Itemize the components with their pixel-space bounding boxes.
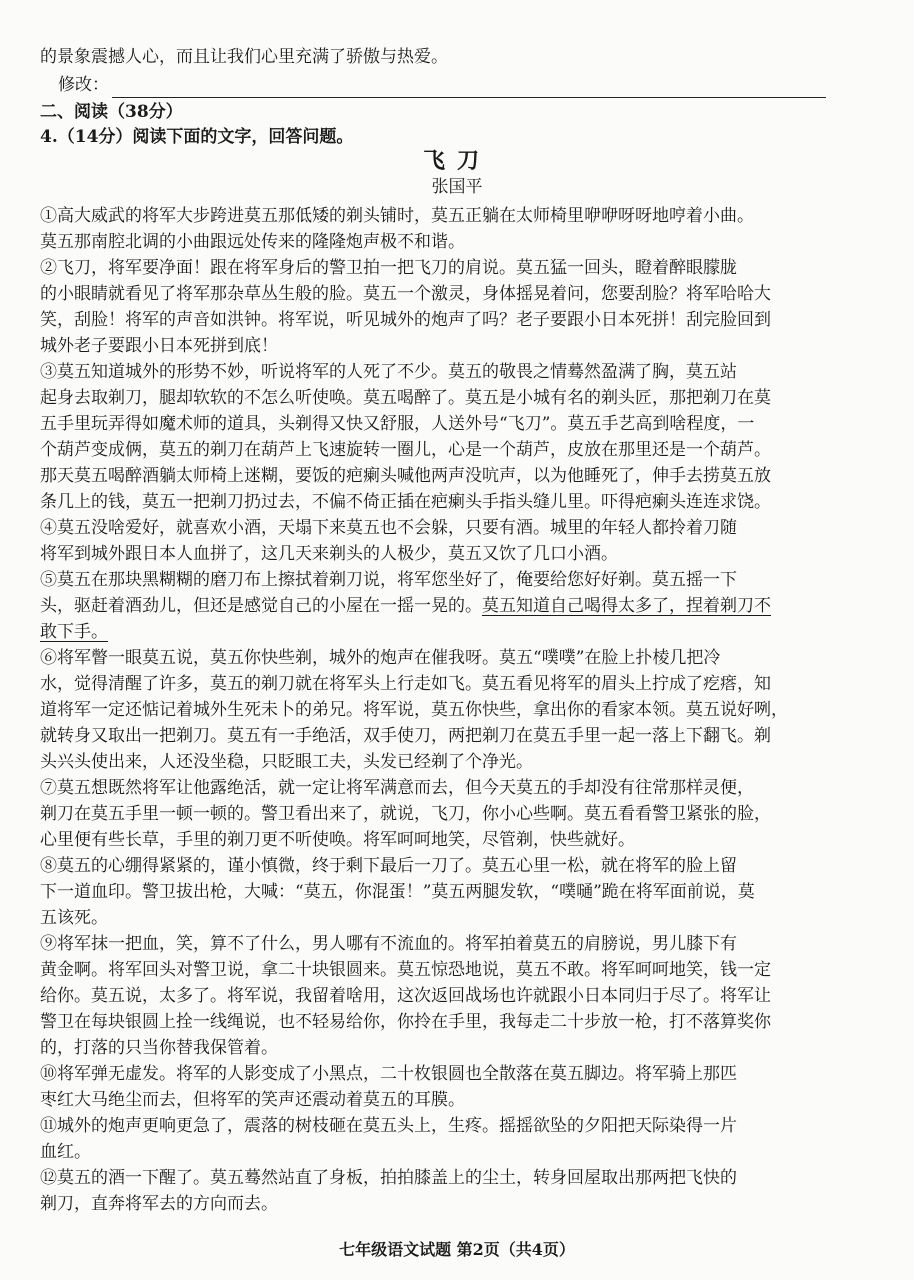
underlined-sentence-end: 敢下手。	[40, 622, 108, 642]
article-line: 笑，刮脸！将军的声音如洪钟。将军说，听见城外的炮声了吗？老子要跟小日本死拼！刮完脸回到	[40, 310, 771, 330]
article-line: 个葫芦变成俩，莫五的剃刀在葫芦上飞速旋转一圈儿，心是一个葫芦，皮放在那里还是一个葫芦。	[40, 440, 771, 460]
article-author: 张国平	[431, 177, 483, 197]
article-line: 那天莫五喝醉酒躺太师椅上迷糊，要饭的疤瘌头喊他两声没吭声，以为他睡死了，伸手去捞莫五放	[40, 466, 771, 486]
article-line: 血红。	[40, 1142, 91, 1162]
article-line: 头兴头使出来，人还没坐稳，只眨眼工夫，头发已经剃了个净光。	[40, 752, 533, 772]
article-line: ⑪城外的炮声更响更急了，震落的树枝砸在莫五头上，生疼。摇摇欲坠的夕阳把天际染得一片	[40, 1116, 737, 1136]
article-line: ③莫五知道城外的形势不妙，听说将军的人死了不少。莫五的敬畏之情蓦然盈满了胸，莫五站	[40, 362, 737, 382]
revise-answer-line[interactable]	[112, 97, 826, 98]
article-line: 黄金啊。将军回头对警卫说，拿二十块银圆来。莫五惊恐地说，莫五不敢。将军呵呵地笑，钱一定	[40, 960, 771, 980]
question-prompt: 4.（14分）阅读下面的文字，回答问题。	[40, 127, 354, 147]
article-line: 给你。莫五说，太多了。将军说，我留着啥用，这次返回战场也许就跟小日本同归于尽了。将军让	[40, 986, 771, 1006]
article-line: ⑦莫五想既然将军让他露绝活，就一定让将军满意而去，但今天莫五的手却没有往常那样灵便，	[40, 778, 754, 798]
article-line-text: 头，驱赶着酒劲儿，但还是感觉自己的小屋在一摇一晃的。	[40, 596, 482, 616]
article-line: 起身去取剃刀，腿却软软的不怎么听使唤。莫五喝醉了。莫五是小城有名的剃头匠，那把剃刀在莫	[40, 388, 771, 408]
article-title: 飞刀	[422, 148, 491, 174]
article-line: ⑫莫五的酒一下醒了。莫五蓦然站直了身板，拍拍膝盖上的尘土，转身回屋取出那两把飞快的	[40, 1168, 737, 1188]
article-line: 剃刀在莫五手里一顿一顿的。警卫看出来了，就说，飞刀，你小心些啊。莫五看看警卫紧张的脸，	[40, 804, 771, 824]
article-line: 条几上的钱，莫五一把剃刀扔过去，不偏不倚正插在疤瘌头手指头缝儿里。吓得疤瘌头连连求饶。	[40, 492, 771, 512]
article-line: ⑩将军弹无虚发。将军的人影变成了小黑点，二十枚银圆也全散落在莫五脚边。将军骑上那匹	[40, 1064, 737, 1084]
article-line: 警卫在每块银圆上拴一线绳说，也不轻易给你，你拎在手里，我每走二十步放一枪，打不落算奖你	[40, 1012, 771, 1032]
article-line: ⑥将军瞥一眼莫五说，莫五你快些剃，城外的炮声在催我呀。莫五“噗噗”在脸上扑棱几把冷	[40, 648, 721, 668]
previous-answer-tail: 的景象震撼人心，而且让我们心里充满了骄傲与热爱。	[40, 47, 448, 67]
article-line: 下一道血印。警卫拔出枪，大喊：“莫五，你混蛋！”莫五两腿发软，“噗嗵”跪在将军面前说，莫	[40, 882, 755, 902]
article-line: 的小眼睛就看见了将军那杂草丛生般的脸。莫五一个激灵，身体摇晃着问，您要刮脸？将军哈哈大	[40, 284, 771, 304]
article-line: ①高大威武的将军大步跨进莫五那低矮的剃头铺时，莫五正躺在太师椅里咿咿呀呀地哼着小曲。	[40, 206, 754, 226]
page-footer: 七年级语文试题 第2页（共4页）	[339, 1240, 575, 1259]
article-line: ②飞刀，将军要净面！跟在将军身后的警卫拍一把飞刀的肩说。莫五猛一回头，瞪着醉眼朦胧	[40, 258, 737, 278]
section-heading: 二、阅读（38分）	[40, 102, 183, 122]
article-line: 莫五那南腔北调的小曲跟远处传来的隆隆炮声极不和谐。	[40, 232, 465, 252]
article-line: 就转身又取出一把剃刀。莫五有一手绝活，双手使刀，两把剃刀在莫五手里一起一落上下翻飞。剃	[40, 726, 771, 746]
article-line: ④莫五没啥爱好，就喜欢小酒，天塌下来莫五也不会躲，只要有酒。城里的年轻人都拎着刀随	[40, 518, 737, 538]
article-line: ⑧莫五的心绷得紧紧的，谨小慎微，终于剩下最后一刀了。莫五心里一松，就在将军的脸上留	[40, 856, 737, 876]
revise-label: 修改：	[58, 75, 109, 95]
article-line: ⑨将军抹一把血，笑，算不了什么，男人哪有不流血的。将军拍着莫五的肩膀说，男儿膝下有	[40, 934, 737, 954]
article-line: 五手里玩弄得如魔术师的道具，头剃得又快又舒服，人送外号“飞刀”。莫五手艺高到啥程度，一	[40, 414, 755, 434]
article-line: 剃刀，直奔将军去的方向而去。	[40, 1194, 278, 1214]
article-line	[40, 593, 876, 619]
article-line: 道将军一定还惦记着城外生死未卜的弟兄。将军说，莫五你快些，拿出你的看家本领。莫五说好咧，	[40, 700, 788, 720]
article-line: 心里便有些长草，手里的剃刀更不听使唤。将军呵呵地笑，尽管剃，快些就好。	[40, 830, 635, 850]
article-line: 五该死。	[40, 908, 108, 928]
underlined-sentence: 莫五知道自己喝得太多了，捏着剃刀不	[482, 596, 771, 616]
article-line: 枣红大马绝尘而去，但将军的笑声还震动着莫五的耳膜。	[40, 1090, 465, 1110]
article-line: 将军到城外跟日本人血拼了，这几天来剃头的人极少，莫五又饮了几口小酒。	[40, 544, 618, 564]
article-line: 的，打落的只当你替我保管着。	[40, 1038, 278, 1058]
article-line: ⑤莫五在那块黑糊糊的磨刀布上擦拭着剃刀说，将军您坐好了，俺要给您好好剃。莫五摇一下	[40, 570, 737, 590]
article-line: 城外老子要跟小日本死拼到底！	[40, 336, 278, 356]
article-line: 水，觉得清醒了许多，莫五的剃刀就在将军头上行走如飞。莫五看见将军的眉头上拧成了疙瘩，知	[40, 674, 771, 694]
